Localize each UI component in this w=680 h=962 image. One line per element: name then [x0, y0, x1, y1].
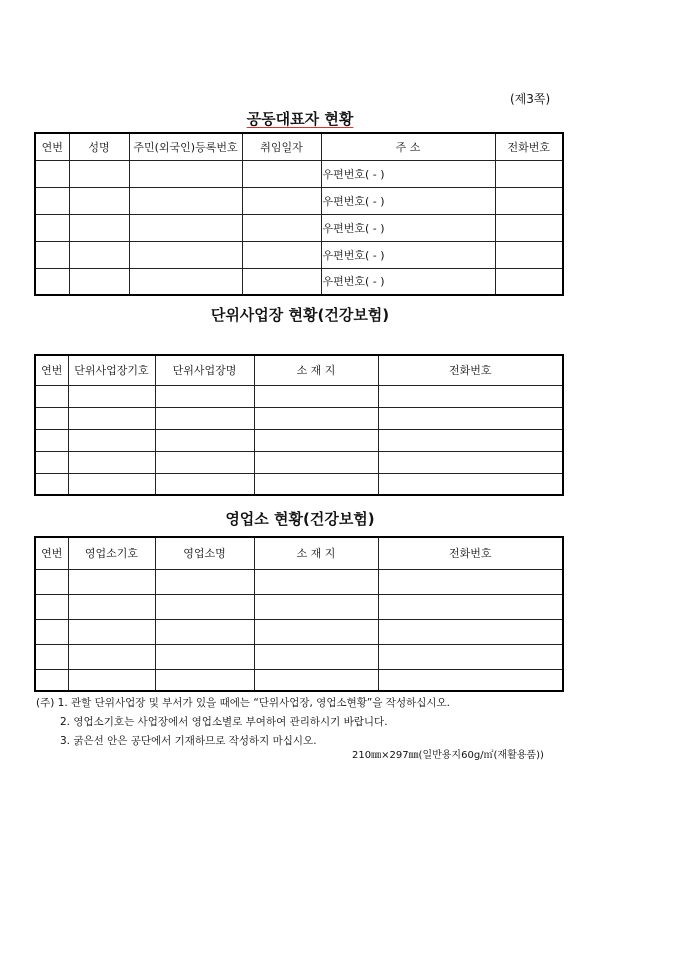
cell-no[interactable] [35, 385, 68, 407]
cell-office-name[interactable] [155, 619, 254, 644]
cell-unit-name[interactable] [155, 451, 254, 473]
cell-unit-code[interactable] [68, 451, 155, 473]
note-2: 2. 영업소기호는 사업장에서 영업소별로 부여하여 관리하시기 바랍니다. [60, 716, 388, 728]
cell-phone[interactable] [378, 429, 563, 451]
cell-office-code[interactable] [68, 669, 155, 691]
section-title-joint-representatives: 공동대표자 현황 [246, 110, 354, 128]
table-row [35, 214, 563, 241]
table-row [35, 268, 563, 295]
section-title-unit-workplaces: 단위사업장 현황(건강보험) [210, 306, 390, 324]
table-header-row [35, 133, 563, 160]
cell-office-name[interactable] [155, 594, 254, 619]
cell-postal-code[interactable]: 우편번호( - ) [321, 214, 495, 241]
cell-name[interactable] [69, 268, 129, 295]
table-row [35, 569, 563, 594]
col-header-phone: 전화번호 [495, 133, 563, 160]
table-row [35, 644, 563, 669]
cell-phone[interactable] [378, 669, 563, 691]
cell-name[interactable] [69, 160, 129, 187]
table-row [35, 451, 563, 473]
cell-unit-name[interactable] [155, 473, 254, 495]
cell-location[interactable] [254, 619, 378, 644]
cell-phone[interactable] [378, 407, 563, 429]
cell-appointment-date[interactable] [242, 241, 321, 268]
cell-phone[interactable] [378, 619, 563, 644]
table-row [35, 187, 563, 214]
cell-no[interactable] [35, 187, 69, 214]
col-header-no: 연번 [35, 537, 68, 569]
table-header-row [35, 537, 563, 569]
cell-postal-code[interactable]: 우편번호( - ) [321, 241, 495, 268]
cell-unit-code[interactable] [68, 429, 155, 451]
cell-no[interactable] [35, 594, 68, 619]
cell-no[interactable] [35, 644, 68, 669]
cell-appointment-date[interactable] [242, 187, 321, 214]
cell-location[interactable] [254, 407, 378, 429]
cell-location[interactable] [254, 644, 378, 669]
cell-no[interactable] [35, 669, 68, 691]
cell-no[interactable] [35, 451, 68, 473]
page-number-label: (제3쪽) [510, 92, 551, 106]
table-row [35, 594, 563, 619]
col-header-office-name: 영업소명 [155, 537, 254, 569]
table-row [35, 619, 563, 644]
col-header-no: 연번 [35, 133, 69, 160]
col-header-unit-name: 단위사업장명 [155, 355, 254, 385]
cell-location[interactable] [254, 594, 378, 619]
col-header-phone: 전화번호 [378, 537, 563, 569]
cell-office-code[interactable] [68, 569, 155, 594]
cell-name[interactable] [69, 187, 129, 214]
table-row [35, 160, 563, 187]
note-3: 3. 굵은선 안은 공단에서 기재하므로 작성하지 마십시오. [60, 735, 317, 747]
cell-resident-number[interactable] [129, 214, 242, 241]
cell-no[interactable] [35, 569, 68, 594]
cell-office-name[interactable] [155, 669, 254, 691]
cell-phone[interactable] [378, 644, 563, 669]
col-header-office-code: 영업소기호 [68, 537, 155, 569]
cell-phone[interactable] [378, 594, 563, 619]
cell-no[interactable] [35, 214, 69, 241]
cell-phone[interactable] [495, 214, 563, 241]
col-header-location: 소 재 지 [254, 355, 378, 385]
cell-no[interactable] [35, 429, 68, 451]
cell-location[interactable] [254, 473, 378, 495]
cell-office-name[interactable] [155, 644, 254, 669]
cell-resident-number[interactable] [129, 268, 242, 295]
table-row [35, 407, 563, 429]
table-row [35, 669, 563, 691]
cell-postal-code[interactable]: 우편번호( - ) [321, 187, 495, 214]
note-1: (주) 1. 관할 단위사업장 및 부서가 있을 때에는 “단위사업장, 영업소현황”을 작성하십시오. [36, 697, 451, 709]
cell-no[interactable] [35, 160, 69, 187]
cell-unit-name[interactable] [155, 385, 254, 407]
cell-office-name[interactable] [155, 569, 254, 594]
cell-no[interactable] [35, 407, 68, 429]
cell-resident-number[interactable] [129, 160, 242, 187]
paper-spec-label: 210㎜×297㎜(일반용지60g/㎡(재활용품)) [352, 750, 544, 761]
cell-phone[interactable] [495, 268, 563, 295]
cell-office-code[interactable] [68, 644, 155, 669]
cell-unit-name[interactable] [155, 429, 254, 451]
table-row [35, 473, 563, 495]
unit-workplaces-table [34, 354, 564, 496]
cell-appointment-date[interactable] [242, 268, 321, 295]
cell-location[interactable] [254, 451, 378, 473]
cell-unit-code[interactable] [68, 473, 155, 495]
cell-office-code[interactable] [68, 594, 155, 619]
cell-appointment-date[interactable] [242, 160, 321, 187]
cell-phone[interactable] [495, 241, 563, 268]
cell-resident-number[interactable] [129, 187, 242, 214]
joint-representatives-table [34, 132, 564, 296]
cell-location[interactable] [254, 569, 378, 594]
table-row [35, 385, 563, 407]
col-header-name: 성명 [69, 133, 129, 160]
cell-unit-name[interactable] [155, 407, 254, 429]
col-header-phone: 전화번호 [378, 355, 563, 385]
cell-postal-code[interactable]: 우편번호( - ) [321, 160, 495, 187]
col-header-address: 주 소 [321, 133, 495, 160]
cell-location[interactable] [254, 669, 378, 691]
table-row [35, 241, 563, 268]
sales-offices-table [34, 536, 564, 692]
col-header-location: 소 재 지 [254, 537, 378, 569]
cell-no[interactable] [35, 473, 68, 495]
cell-phone[interactable] [378, 385, 563, 407]
col-header-appointment-date: 취임일자 [242, 133, 321, 160]
cell-phone[interactable] [378, 569, 563, 594]
section-title-sales-offices: 영업소 현황(건강보험) [225, 510, 375, 528]
cell-name[interactable] [69, 241, 129, 268]
table-row [35, 429, 563, 451]
cell-no[interactable] [35, 268, 69, 295]
cell-appointment-date[interactable] [242, 214, 321, 241]
cell-phone[interactable] [378, 473, 563, 495]
cell-unit-code[interactable] [68, 385, 155, 407]
cell-phone[interactable] [378, 451, 563, 473]
col-header-no: 연번 [35, 355, 68, 385]
cell-location[interactable] [254, 385, 378, 407]
col-header-resident-number: 주민(외국인)등록번호 [129, 133, 242, 160]
cell-office-code[interactable] [68, 619, 155, 644]
cell-unit-code[interactable] [68, 407, 155, 429]
cell-postal-code[interactable]: 우편번호( - ) [321, 268, 495, 295]
cell-phone[interactable] [495, 160, 563, 187]
notes-section [36, 694, 450, 751]
cell-name[interactable] [69, 214, 129, 241]
cell-no[interactable] [35, 241, 69, 268]
col-header-unit-code: 단위사업장기호 [68, 355, 155, 385]
cell-no[interactable] [35, 619, 68, 644]
cell-phone[interactable] [495, 187, 563, 214]
cell-resident-number[interactable] [129, 241, 242, 268]
cell-location[interactable] [254, 429, 378, 451]
table-header-row [35, 355, 563, 385]
